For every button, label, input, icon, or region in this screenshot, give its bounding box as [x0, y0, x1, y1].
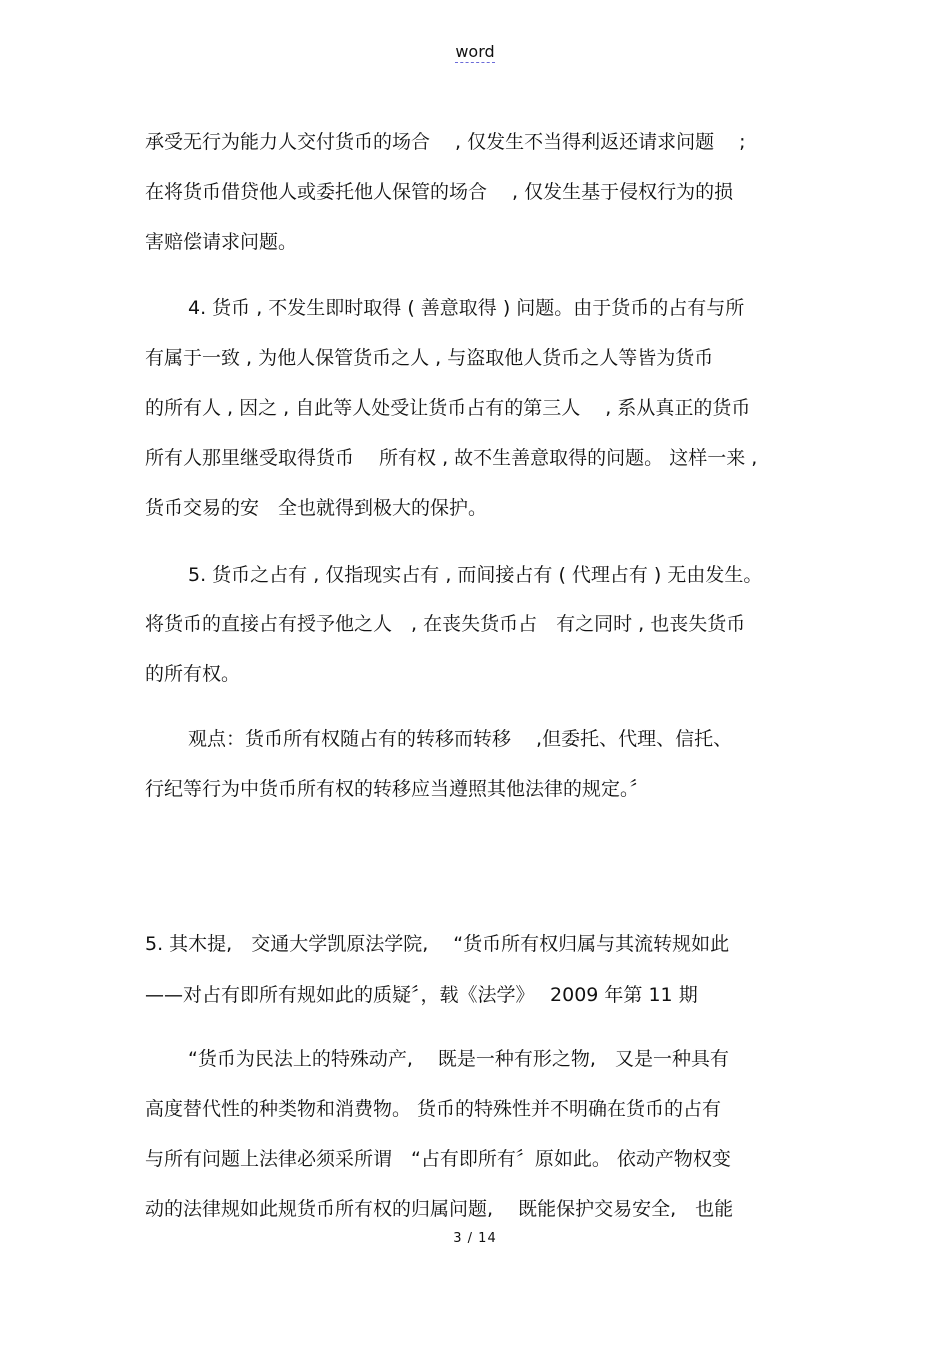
- body-line: 观点：货币所有权随占有的转移而转移 ,但委托、代理、信托、: [188, 728, 733, 750]
- header-title: word: [455, 42, 495, 61]
- page-number: 3 / 14: [453, 1231, 497, 1246]
- body-line: 行纪等行为中货币所有权的转移应当遵照其他法律的规定。〞: [145, 778, 649, 800]
- body-line: 承受无行为能力人交付货币的场合 , 仅发生不当得利返还请求问题 ;: [145, 131, 746, 153]
- body-line: 的所有人 , 因之 , 自此等人处受让货币占有的第三人 , 系从真正的货币: [145, 397, 751, 419]
- body-line: 5. 货币之占有 , 仅指现实占有 , 而间接占有 ( 代理占有 ) 无由发生。: [188, 564, 763, 586]
- body-line: 所有人那里继受取得货币 所有权 , 故不生善意取得的问题。 这样一来 ,: [145, 447, 758, 469]
- body-line: 动的法律规如此规货币所有权的归属问题, 既能保护交易安全, 也能: [145, 1198, 734, 1220]
- page-header: [0, 42, 950, 61]
- body-line: 的所有权。: [145, 663, 241, 685]
- body-line: 货币交易的安 全也就得到极大的保护。: [145, 497, 488, 519]
- body-line: 在将货币借贷他人或委托他人保管的场合 , 仅发生基于侵权行为的损: [145, 181, 734, 203]
- citation-line: ——对占有即所有规如此的质疑〞，载《法学》 2009 年第 11 期: [145, 984, 698, 1006]
- body-line: 将货币的直接占有授予他之人 , 在丧失货币占 有之同时 , 也丧失货币: [145, 613, 746, 635]
- body-line: 4. 货币 , 不发生即时取得 ( 善意取得 ) 问题。由于货币的占有与所: [188, 297, 745, 319]
- body-line: 有属于一致 , 为他人保管货币之人 , 与盗取他人货币之人等皆为货币: [145, 347, 714, 369]
- citation-line: 5. 其木提, 交通大学凯原法学院, “货币所有权归属与其流转规如此: [145, 933, 730, 955]
- body-line: 与所有问题上法律必须采所谓 “占有即所有〞原如此。 依动产物权变: [145, 1148, 731, 1170]
- body-line: “货币为民法上的特殊动产, 既是一种有形之物, 又是一种具有: [188, 1048, 729, 1070]
- body-line: 害赔偿请求问题。: [145, 231, 298, 253]
- body-line: 高度替代性的种类物和消费物。 货币的特殊性并不明确在货币的占有: [145, 1098, 722, 1120]
